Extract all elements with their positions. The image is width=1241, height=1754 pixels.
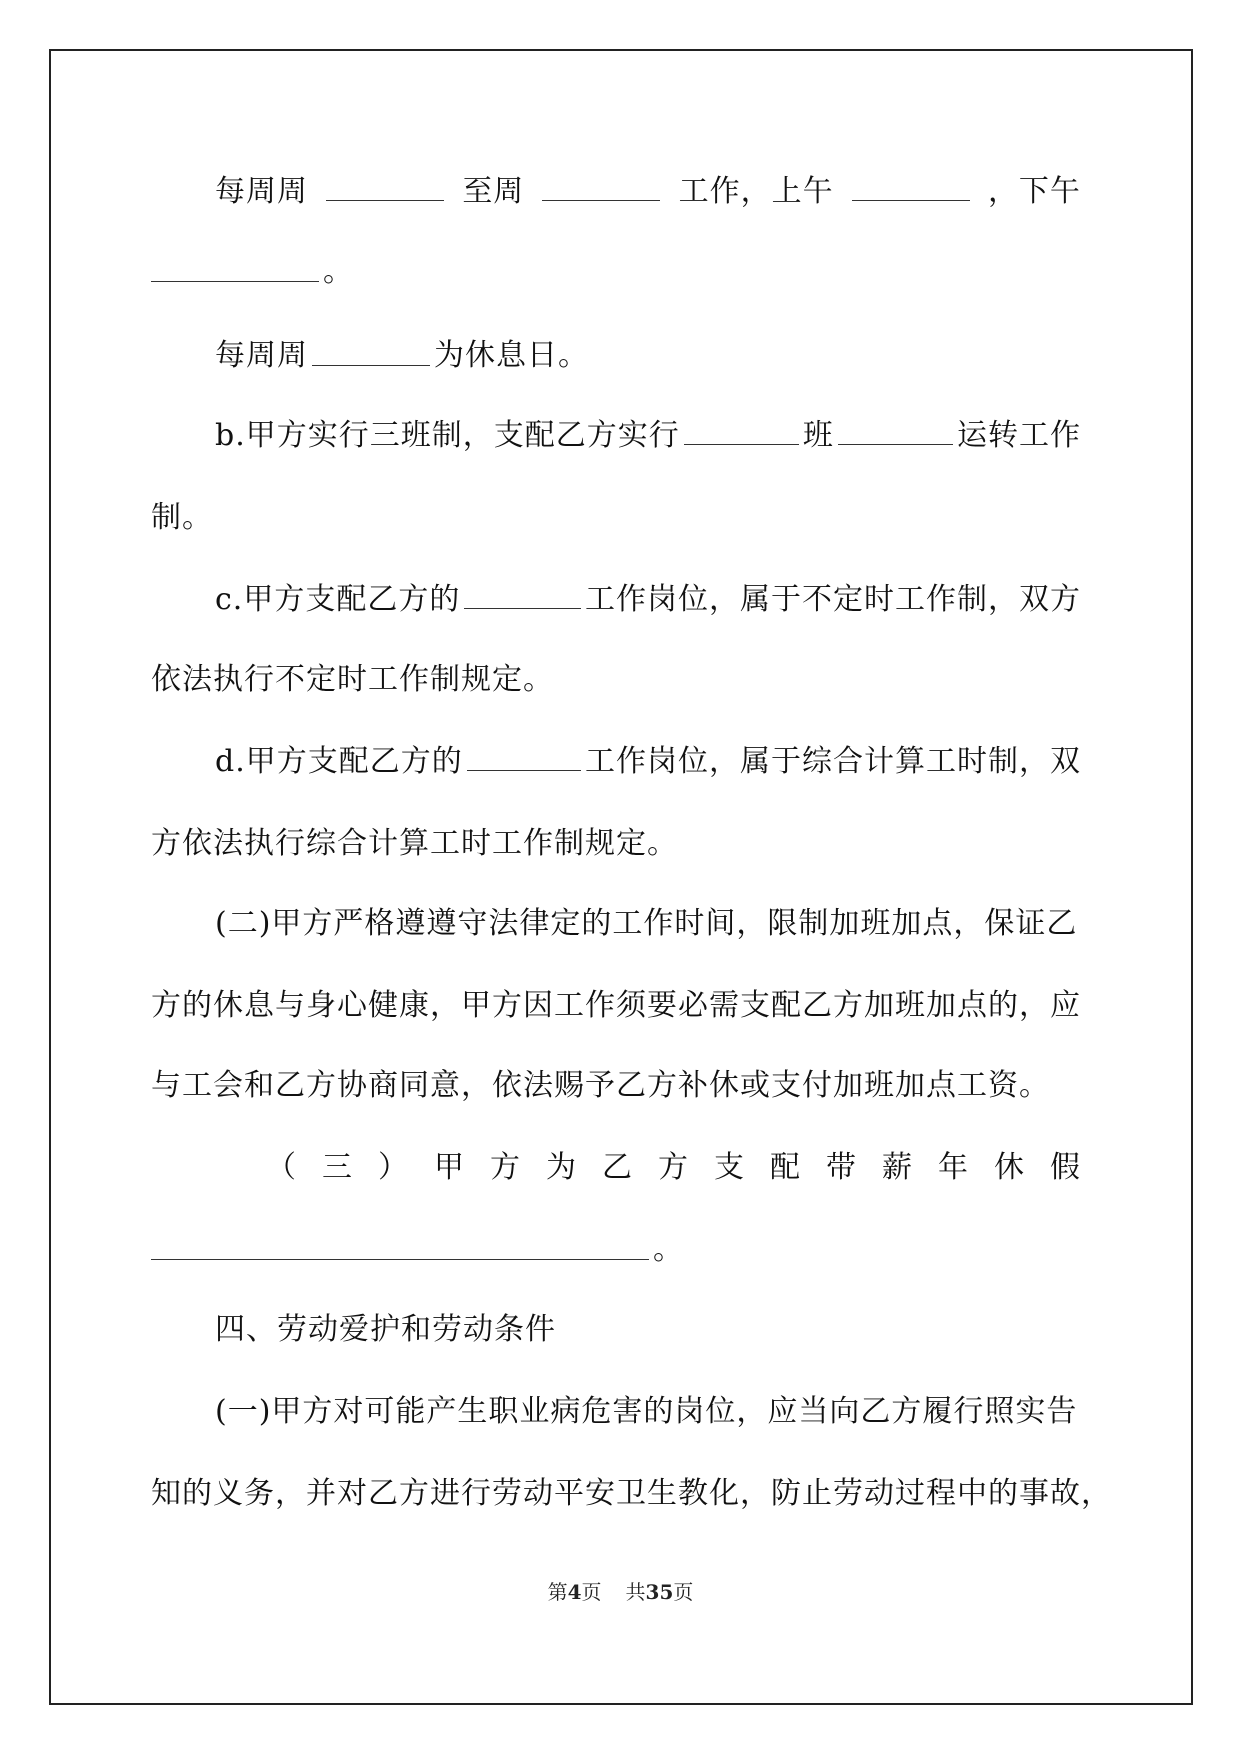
spread-char: （ <box>266 1150 297 1185</box>
blank-field <box>151 251 319 282</box>
text-segment: 工作岗位，属于综合计算工时制，双 <box>585 744 1081 779</box>
text-line <box>151 574 1081 626</box>
spread-char: 为 <box>546 1150 577 1185</box>
blank-field <box>326 170 444 201</box>
spread-char: 方 <box>490 1150 521 1185</box>
page-footer <box>0 1576 1241 1605</box>
spread-char: 支 <box>714 1150 745 1185</box>
text-line: (一)甲方对可能产生职业病危害的岗位，应当向乙方履行照实告 <box>215 1394 1078 1429</box>
footer-prefix: 第 <box>547 1580 568 1604</box>
blank-field <box>151 1229 649 1260</box>
text-line: 依法执行不定时工作制规定。 <box>151 662 554 697</box>
spread-char: 假 <box>1050 1150 1081 1185</box>
text-segment: c.甲方支配乙方的 <box>215 582 461 617</box>
blank-field <box>838 414 953 445</box>
spread-char: 乙 <box>602 1150 633 1185</box>
spread-char: 甲 <box>434 1150 465 1185</box>
blank-field <box>684 414 799 445</box>
blank-field <box>542 170 660 201</box>
text-segment: d.甲方支配乙方的 <box>215 744 463 779</box>
text-line-spread <box>151 1142 1081 1194</box>
text-line: 制。 <box>151 500 213 535</box>
footer-mid: 页 <box>581 1580 602 1604</box>
footer-suffix: 页 <box>673 1580 694 1604</box>
text-line <box>151 166 1081 218</box>
spread-char: ） <box>378 1150 409 1185</box>
text-line <box>151 410 1081 462</box>
section-heading: 四、劳动爱护和劳动条件 <box>215 1312 556 1347</box>
text-line: 方的休息与身心健康，甲方因工作须要必需支配乙方加班加点的，应 <box>151 988 1081 1023</box>
text-segment: b.甲方实行三班制，支配乙方实行 <box>215 418 680 453</box>
text-line <box>151 1224 1081 1276</box>
text-segment: 每周周 <box>215 174 308 209</box>
text-segment: 工作岗位，属于不定时工作制，双方 <box>585 582 1081 617</box>
spread-char: 三 <box>322 1150 353 1185</box>
text-line <box>151 246 1081 298</box>
text-line <box>151 330 1081 382</box>
text-segment: 。 <box>323 254 354 289</box>
spread-char: 年 <box>938 1150 969 1185</box>
spread-char: 方 <box>658 1150 689 1185</box>
text-line <box>151 736 1081 788</box>
text-line: 知的义务，并对乙方进行劳动平安卫生教化，防止劳动过程中的事故， <box>151 1476 1112 1511</box>
spread-char: 休 <box>994 1150 1025 1185</box>
text-segment: ，下午 <box>987 174 1081 209</box>
text-segment: 每周周 <box>215 338 308 373</box>
spread-char: 配 <box>770 1150 801 1185</box>
footer-page-number: 4 <box>567 1580 582 1604</box>
text-segment: 运转工作 <box>957 418 1081 453</box>
text-line: 与工会和乙方协商同意，依法赐予乙方补休或支付加班加点工资。 <box>151 1068 1050 1103</box>
text-segment: 。 <box>653 1232 684 1267</box>
text-segment: 为休息日。 <box>434 338 589 373</box>
text-segment: 至周 <box>462 174 525 209</box>
footer-total-prefix: 共 <box>625 1580 646 1604</box>
spread-char: 薪 <box>882 1150 913 1185</box>
text-line: 方依法执行综合计算工时工作制规定。 <box>151 826 678 861</box>
text-line: (二)甲方严格遵遵守法律定的工作时间，限制加班加点，保证乙 <box>215 906 1078 941</box>
text-segment: 班 <box>802 418 834 453</box>
blank-field <box>467 740 581 771</box>
blank-field <box>312 335 430 366</box>
spread-char: 带 <box>826 1150 857 1185</box>
blank-field <box>852 170 970 201</box>
footer-total-pages: 35 <box>645 1580 674 1604</box>
text-segment: 工作，上午 <box>678 174 834 209</box>
blank-field <box>464 578 581 609</box>
